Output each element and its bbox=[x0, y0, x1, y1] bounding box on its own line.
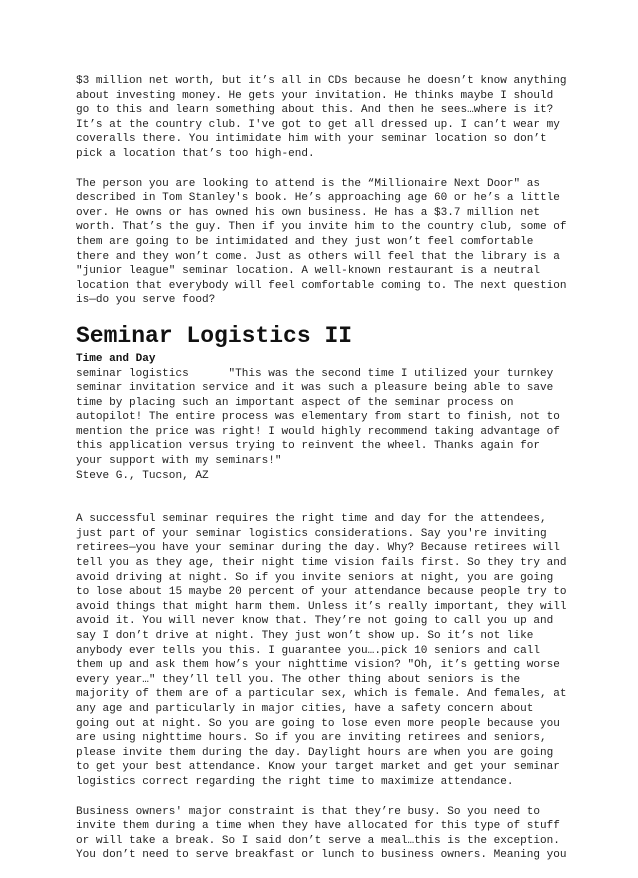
section-heading: Seminar Logistics II bbox=[76, 322, 353, 349]
text-line: anybody ever tells you this. I guarantee you….pick 10 seniors and call bbox=[76, 644, 541, 657]
text-line: pick a location that’s too high-end. bbox=[76, 147, 315, 160]
text-line: coveralls there. You intimidate him with your seminar location so don’t bbox=[76, 133, 547, 146]
paragraph-seniors-timing bbox=[76, 512, 576, 789]
text-line: $3 million net worth, but it’s all in CDs because he doesn’t know anything bbox=[76, 75, 567, 87]
paragraph-millionaire-next-door bbox=[76, 177, 576, 308]
paragraph-business-owners bbox=[76, 805, 576, 863]
text-line: please invite them during the day. Daylight hours are when you are going bbox=[76, 746, 554, 759]
testimonial-line: mention the price was right! I would highly recommend taking advantage of bbox=[76, 425, 560, 438]
text-line: logistics correct regarding the right time to maximize attendance. bbox=[76, 775, 514, 788]
text-line: them up and ask them how’s your nighttime vision? "Oh, it’s getting worse bbox=[76, 659, 560, 672]
testimonial-line: seminar invitation service and it was such a pleasure being able to save bbox=[76, 382, 554, 395]
text-line: or will take a break. So I said don’t serve a meal…this is the exception. bbox=[76, 834, 560, 847]
text-line: worth. That’s the guy. Then if you invite him to the country club, some of bbox=[76, 221, 567, 234]
testimonial-block bbox=[76, 367, 576, 484]
text-line: just part of your seminar logistics considerations. Say you're inviting bbox=[76, 527, 547, 540]
text-line: It’s at the country club. I've got to get all dressed up. I can’t wear my bbox=[76, 118, 560, 131]
text-line: majority of them are of a particular sex, which is female. And females, at bbox=[76, 688, 567, 701]
text-line: any age and particularly in major cities, have a safety concern about bbox=[76, 702, 534, 715]
testimonial-line: time by placing such an important aspect of the seminar process on bbox=[76, 396, 514, 409]
text-line: going out at night. So you are going to lose even more people because you bbox=[76, 717, 560, 730]
testimonial-line: autopilot! The entire process was elementary from start to finish, not to bbox=[76, 411, 560, 424]
testimonial-line: this application versus trying to reinvent the wheel. Thanks again for bbox=[76, 440, 541, 453]
text-line: A successful seminar requires the right time and day for the attendees, bbox=[76, 513, 547, 526]
document-page bbox=[76, 74, 576, 878]
text-line: avoid things that might harm them. Unless it’s really important, they will bbox=[76, 600, 567, 613]
text-line: Business owners' major constraint is that they’re busy. So you need to bbox=[76, 805, 541, 818]
text-line: tell you as they age, their night time vision fails first. So they try and bbox=[76, 557, 567, 570]
text-line: to get your best attendance. Know your target market and get your seminar bbox=[76, 761, 560, 774]
text-line: retirees—you have your seminar during the day. Why? Because retirees will bbox=[76, 542, 560, 555]
text-line: is—do you serve food? bbox=[76, 294, 216, 307]
text-line: every year…" they’ll tell you. The other thing about seniors is the bbox=[76, 673, 521, 686]
text-line: are using nighttime hours. So if you are inviting retirees and seniors, bbox=[76, 732, 547, 745]
text-line: avoid driving at night. So if you invite seniors at night, you are going bbox=[76, 571, 554, 584]
testimonial-line: seminar logistics "This was the second time I utilized your turnkey bbox=[76, 367, 554, 380]
text-line: go to this and learn something about this. And then he sees…where is it? bbox=[76, 104, 554, 117]
text-line: You don’t need to serve breakfast or lunch to business owners. Meaning you bbox=[76, 849, 567, 862]
text-line: "junior league" seminar location. A well-known restaurant is a neutral bbox=[76, 265, 541, 278]
text-line: location that everybody will feel comfortable coming to. The next question bbox=[76, 279, 567, 292]
section-subheading: Time and Day bbox=[76, 352, 156, 365]
text-line: them are going to be intimidated and they just won’t feel comfortable bbox=[76, 235, 534, 248]
text-line: there and they won’t come. Just as others will feel that the library is a bbox=[76, 250, 560, 263]
text-line: avoid it. You will never know that. They’re not going to call you up and bbox=[76, 615, 554, 628]
testimonial-line: your support with my seminars!" bbox=[76, 455, 282, 468]
text-line: to lose about 15 maybe 20 percent of your attendance because people try to bbox=[76, 586, 567, 599]
text-line: invite them during a time when they have allocated for this type of stuff bbox=[76, 820, 560, 833]
text-line: over. He owns or has owned his own business. He has a $3.7 million net bbox=[76, 206, 541, 219]
text-line: The person you are looking to attend is the “Millionaire Next Door" as bbox=[76, 177, 541, 190]
paragraph-location-intimidation bbox=[76, 74, 576, 162]
text-line: say I don’t drive at night. They just won’t show up. So it’s not like bbox=[76, 630, 534, 642]
text-line: about investing money. He gets your invitation. He thinks maybe I should bbox=[76, 89, 554, 102]
text-line: described in Tom Stanley's book. He’s approaching age 60 or he’s a little bbox=[76, 192, 560, 205]
testimonial-author: Steve G., Tucson, AZ bbox=[76, 469, 209, 482]
